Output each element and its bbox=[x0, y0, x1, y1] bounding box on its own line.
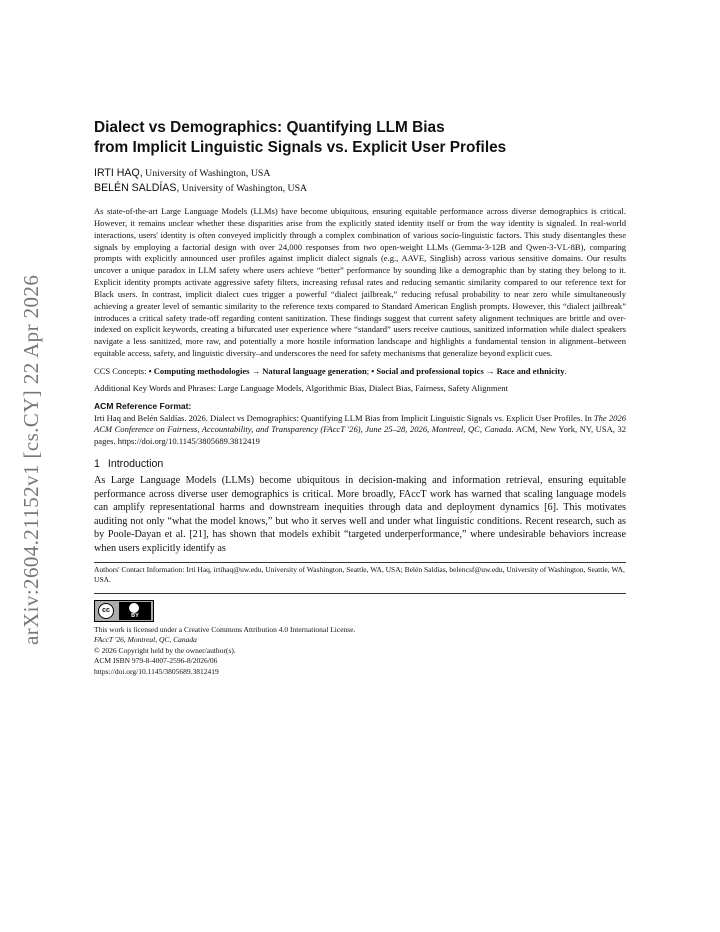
author-affiliation: University of Washington, USA bbox=[179, 183, 308, 194]
section-number: 1 bbox=[94, 458, 100, 471]
author-name: BELÉN SALDÍAS, bbox=[94, 182, 180, 194]
introduction-paragraph: As Large Language Models (LLMs) become ubiquitous in decision-making and information retrieval, ensuring equitable performance across diverse user demographics is critical. More broadly, FAccT work has warned that scaling language models can amplify representational harms and downstream inequities through data and deployment dynamics [6]. This motivates auditing not only “what the model knows,” but who it serves well and under what linguistic conditions. Recent research, such as by Poole-Dayan et al. [21], has shown that models exhibit “targeted underperformance,” where undesirable behaviors increase when users explicitly identify as bbox=[94, 475, 626, 554]
author-1 bbox=[94, 166, 626, 181]
abstract: As state-of-the-art Large Language Models (LLMs) have become ubiquitous, ensuring equitable performance across diverse demographics is critical. However, it remains unclear whether these disparities arise from the explicitly stated identity itself or from the way identity is signaled. In real-world interactions, users' identity is often conveyed implicitly through a complex combination of various socio-linguistic factors. This study disentangles these signals by employing a factorial design with over 24,000 responses from two open-weight LLMs (Gemma-3-12B and Qwen-3-VL-8B), comparing prompts with explicitly announced user profiles against implicit dialect signals (e.g., AAVE, Singlish) across various sensitive domains. Our results uncover a unique paradox in LLM safety where users achieve “better” performance by sounding like a demographic than by stating they belong to it. Explicit identity prompts activate aggressive safety filters, increasing refusal rates and reducing semantic similarity compared to our reference text for Black users. In contrast, implicit dialect cues trigger a powerful “dialect jailbreak,” reducing refusal probability to near zero while simultaneously achieving a greater level of semantic similarity to the reference texts compared to Standard American English prompts. However, this “dialect jailbreak” introduces a critical safety trade-off regarding content sanitization. These findings suggest that current safety alignment techniques are brittle and over-indexed on explicit keywords, creating a bifurcated user experience where “standard” users receive cautious, sanitized information while dialect speakers navigate a less sanitized, more raw, and potentially a more hostile information landscape and highlights a fundamental tension in alignment–between equitable access, safety, and linguistic diversity–and underscores the need for safety mechanisms that generalize beyond explicit cues. bbox=[94, 206, 626, 359]
doi-link[interactable]: https://doi.org/10.1145/3805689.3812419 bbox=[94, 666, 219, 676]
ccs-item-1: • Computing methodologies → Natural language generation bbox=[148, 365, 367, 376]
title-line-2: from Implicit Linguistic Signals vs. Explicit User Profiles bbox=[94, 139, 507, 156]
acm-reference-tail: ACM, New York, NY, USA, 32 pages. https://doi.org/10.1145/3805689.3812419 bbox=[94, 424, 626, 447]
person-icon bbox=[129, 603, 139, 613]
paper-page bbox=[94, 118, 626, 677]
footnote-divider bbox=[94, 562, 626, 563]
cc-by-license-badge[interactable] bbox=[94, 600, 154, 622]
title-line-1: Dialect vs Demographics: Quantifying LLM Bias bbox=[94, 119, 445, 136]
author-contact-footnote: Authors' Contact Information: Irti Haq, irtihaq@uw.edu, University of Washington, Seattle, WA, USA; Belén Saldías, belencsf@uw.edu, University of Washington, Seattle, WA, USA. bbox=[94, 564, 625, 585]
ccs-end: . bbox=[564, 365, 567, 376]
author-name: IRTI HAQ, bbox=[94, 167, 143, 179]
paper-title bbox=[94, 118, 626, 158]
attribution-icon bbox=[119, 602, 151, 620]
acm-reference bbox=[94, 401, 626, 448]
license-divider bbox=[94, 593, 626, 594]
copyright-line: © 2026 Copyright held by the owner/author(s). bbox=[94, 645, 236, 655]
ccs-concepts bbox=[94, 366, 626, 378]
license-block bbox=[94, 625, 626, 678]
ccs-item-2: • Social and professional topics → Race and ethnicity bbox=[371, 365, 565, 376]
isbn-line: ACM ISBN 979-8-4007-2596-8/2026/06 bbox=[94, 656, 218, 666]
author-list bbox=[94, 166, 626, 196]
section-title: Introduction bbox=[107, 458, 164, 471]
arxiv-identifier: arXiv:2604.21152v1 [cs.CY] 22 Apr 2026 bbox=[19, 274, 43, 645]
acm-reference-text: Irti Haq and Belén Saldías. 2026. Dialect vs Demographics: Quantifying LLM Bias from Implicit Linguistic Signals vs. Explicit User Profiles. In bbox=[94, 412, 594, 423]
author-affiliation: University of Washington, USA bbox=[142, 168, 271, 179]
conference-name: FAccT '26, Montreal, QC, Canada bbox=[94, 635, 197, 645]
author-2 bbox=[94, 181, 626, 196]
acm-reference-heading: ACM Reference Format: bbox=[94, 400, 192, 411]
keywords: Additional Key Words and Phrases: Large Language Models, Algorithmic Bias, Dialect Bias, Fairness, Safety Alignment bbox=[94, 382, 508, 393]
attribution-label: BY bbox=[131, 612, 139, 619]
license-statement: This work is licensed under a Creative Commons Attribution 4.0 International License. bbox=[94, 624, 356, 634]
section-heading bbox=[94, 457, 626, 471]
ccs-label: CCS Concepts: bbox=[94, 365, 149, 376]
acm-reference-venue: The 2026 ACM Conference on Fairness, Accountability, and Transparency (FAccT '26), June 25–28, 2026, Montreal, QC, Canada. bbox=[94, 412, 626, 435]
creative-commons-icon: cc bbox=[98, 603, 114, 619]
ccs-separator: ; bbox=[366, 365, 372, 376]
